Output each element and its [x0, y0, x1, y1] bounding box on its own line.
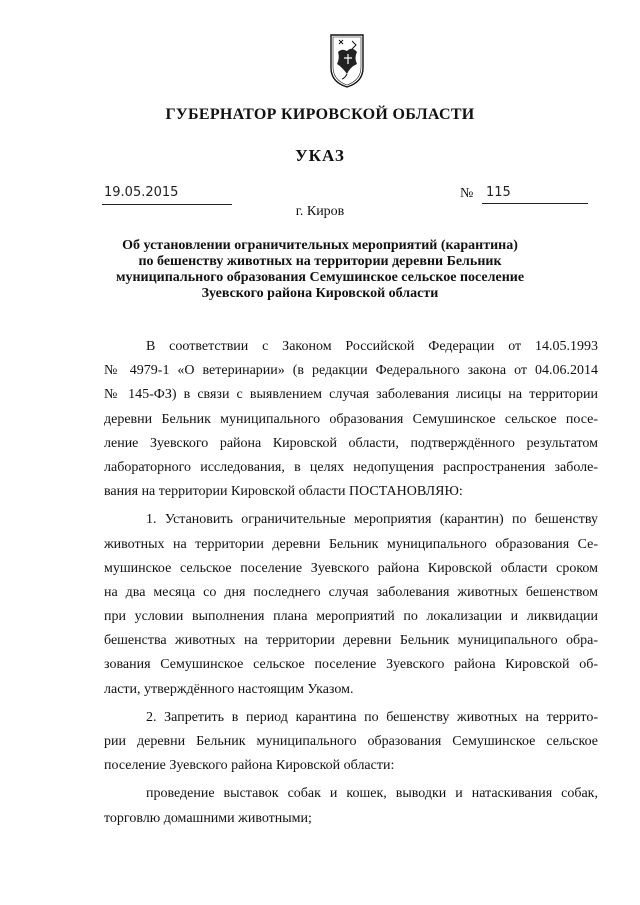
decree-number-field [460, 186, 590, 204]
text-line: поселение Зуевского района Кировской области: [104, 758, 395, 774]
text-line: животных на территории деревни Бельник муниципального образования Се- [104, 536, 598, 552]
handwritten-number: 115 [486, 185, 511, 200]
subject-line: Зуевского района Кировской области [201, 286, 439, 301]
decree-body [104, 335, 598, 831]
text-line: бешенства животных на территории деревни Бельник муниципального обра- [104, 633, 598, 649]
subject-line: Об установлении ограничительных мероприятий (карантина) [122, 238, 518, 253]
clause-1-paragraph [104, 508, 598, 702]
authority-heading: ГУБЕРНАТОР КИРОВСКОЙ ОБЛАСТИ [165, 106, 475, 123]
clause-2-item-paragraph [104, 782, 598, 830]
number-sign: № [460, 186, 474, 201]
text-line: 1. Установить ограничительные мероприятия (карантин) по бешенству [146, 512, 598, 528]
text-line: 2. Запретить в период карантина по бешенству животных на террито- [146, 709, 598, 725]
text-line: проведение выставок собак и кошек, выводки и натаскивания собак, [146, 786, 598, 802]
decree-subject [110, 238, 530, 302]
subject-line: муниципального образования Семушинское сельское поселение [115, 270, 525, 285]
text-line: ление Зуевского района Кировской области, подтверждённого результатом [104, 435, 598, 451]
text-line: № 145-ФЗ) в связи с выявлением случая заболевания лисицы на территории [104, 387, 598, 403]
text-line: лабораторного исследования, в целях недопущения распространения заболе- [104, 459, 598, 475]
text-line: на два месяца со дня последнего случая заболевания животных бешенством [104, 584, 598, 600]
subject-line: по бешенству животных на территории деревни Бельник [138, 254, 502, 269]
handwritten-date: 19.05.2015 [104, 185, 179, 200]
text-line: мушинское сельское поселение Зуевского района Кировской области сроком [104, 560, 598, 576]
text-line: торговлю домашними животными; [104, 810, 312, 826]
decree-date-field [102, 186, 232, 205]
text-line: деревни Бельник муниципального образования Семушинское сельское посе- [104, 411, 598, 427]
text-line: ласти, утверждённого настоящим Указом. [104, 681, 354, 697]
city-line: г. Киров [295, 204, 345, 219]
decree-type-heading: УКАЗ [295, 146, 345, 165]
clause-2-paragraph [104, 706, 598, 779]
text-line: В соответствии с Законом Российской Федерации от 14.05.1993 [146, 339, 598, 354]
text-line: при условии выполнения плана мероприятий по локализации и ликвидации [104, 609, 598, 625]
text-line: № 4979-1 «О ветеринарии» (в редакции Федерального закона от 04.06.2014 [104, 363, 598, 379]
coat-of-arms-icon [330, 34, 364, 88]
text-line: вания на территории Кировской области ПОСТАНОВЛЯЮ: [104, 484, 463, 500]
text-line: зования Семушинское сельское поселение Зуевского района Кировской об- [104, 657, 598, 673]
preamble-paragraph [104, 335, 598, 504]
text-line: рии деревни Бельник муниципального образования Семушинское сельское [104, 734, 598, 749]
